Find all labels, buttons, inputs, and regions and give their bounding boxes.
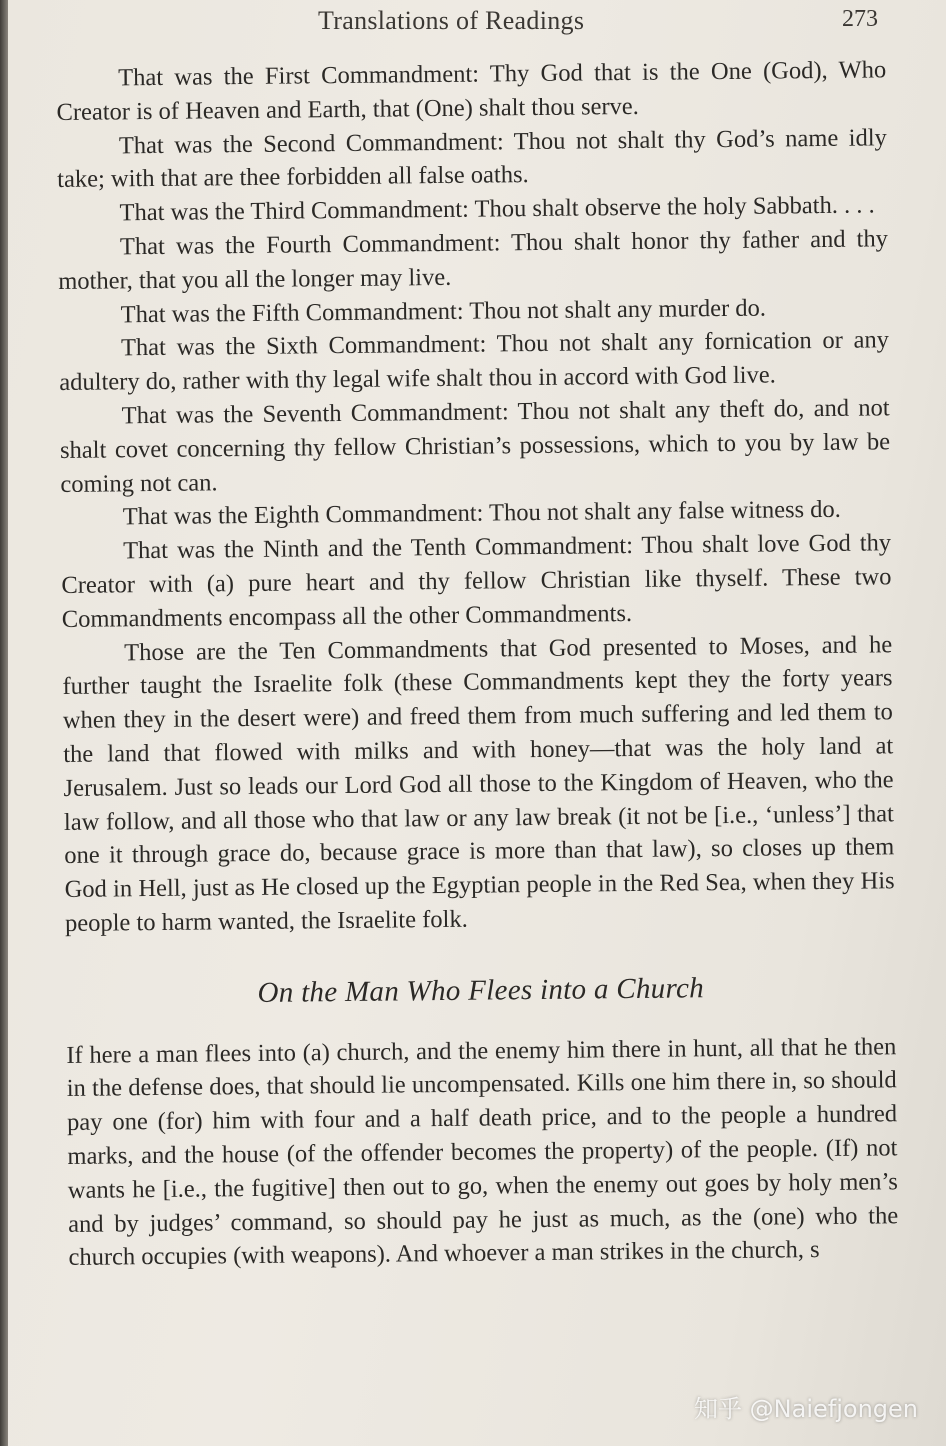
page-number: 273 [842, 6, 878, 32]
page-body [56, 53, 899, 1275]
paragraph-sixth-commandment: That was the Sixth Commandment: Thou not shalt any fornication or any adultery do, rather with thy legal wife shalt thou in accord with God live. [59, 326, 890, 397]
paragraph-ninth-tenth-commandment: That was the Ninth and the Tenth Commandment: Thou shalt love God thy Creator with (a) pure heart and thy fellow Christian like thyself. These two Commandments encompass all the other Commandments. [61, 529, 892, 633]
paragraph-fifth-commandment: That was the Fifth Commandment: Thou not shalt any murder do. [120, 294, 767, 328]
paragraph-fourth-commandment: That was the Fourth Commandment: Thou shalt honor thy father and thy mother, that you all the longer may live. [58, 225, 889, 295]
book-page [8, 0, 946, 1446]
book-spine-shadow [0, 0, 8, 1446]
section-heading: On the Man Who Flees into a Church [257, 971, 705, 1009]
paragraph-second-commandment: That was the Second Commandment: Thou not shalt thy God’s name idly take; with that are thee forbidden all false oaths. [57, 123, 887, 194]
section-paragraph: If here a man flees into (a) church, and the enemy him there in hunt, all that he then in the defense does, that should lie uncompensated. Kills one him there in, so should pay one (for) him with four and a half death price, and to the people a hundred marks, and the house (of the offender becomes the property) of the people. (If) not wants he [i.e., the fugitive] then out to go, when the enemy out goes by holy men’s and by judges’ command, so should pay he just as much, as the (one) who the church occupies (with weapons). And whoever a man strikes in the church, s [66, 1032, 899, 1272]
paragraph-third-commandment: That was the Third Commandment: Thou shalt observe the holy Sabbath. . . . [119, 191, 875, 227]
paragraph-seventh-commandment: That was the Seventh Commandment: Thou not shalt any theft do, and not shalt covet concerning thy fellow Christian’s possessions, which to you by law be coming not can. [59, 394, 891, 498]
paragraph-eighth-commandment: That was the Eighth Commandment: Thou not shalt any false witness do. [122, 496, 841, 531]
paragraph-summary: Those are the Ten Commandments that God presented to Moses, and he further taught the Israelite folk (these Commandments kept they the forty years when they in the desert were) and freed them from much suffering and led them to the land that flowed with milks and with honey—that was the holy land at Jerusalem. Just so leads our Lord God all those to the Kingdom of Heaven, who the law follow, and all those who that law or any law break (it not be [i.e., ‘unless’] that one it through grace do, because grace is more than that law), so closes up them God in Hell, just as He closed up the Egyptian people in the Red Sea, when they His people to harm wanted, the Israelite folk. [62, 630, 895, 937]
zhihu-watermark: 知乎 @Naiefjongen [694, 1395, 918, 1423]
paragraph-first-commandment: That was the First Commandment: Thy God that is the One (God), Who Creator is of Heaven and Earth, that (One) shalt thou serve. [56, 56, 887, 126]
page-header [8, 2, 946, 42]
running-head: Translations of Readings [318, 6, 585, 35]
